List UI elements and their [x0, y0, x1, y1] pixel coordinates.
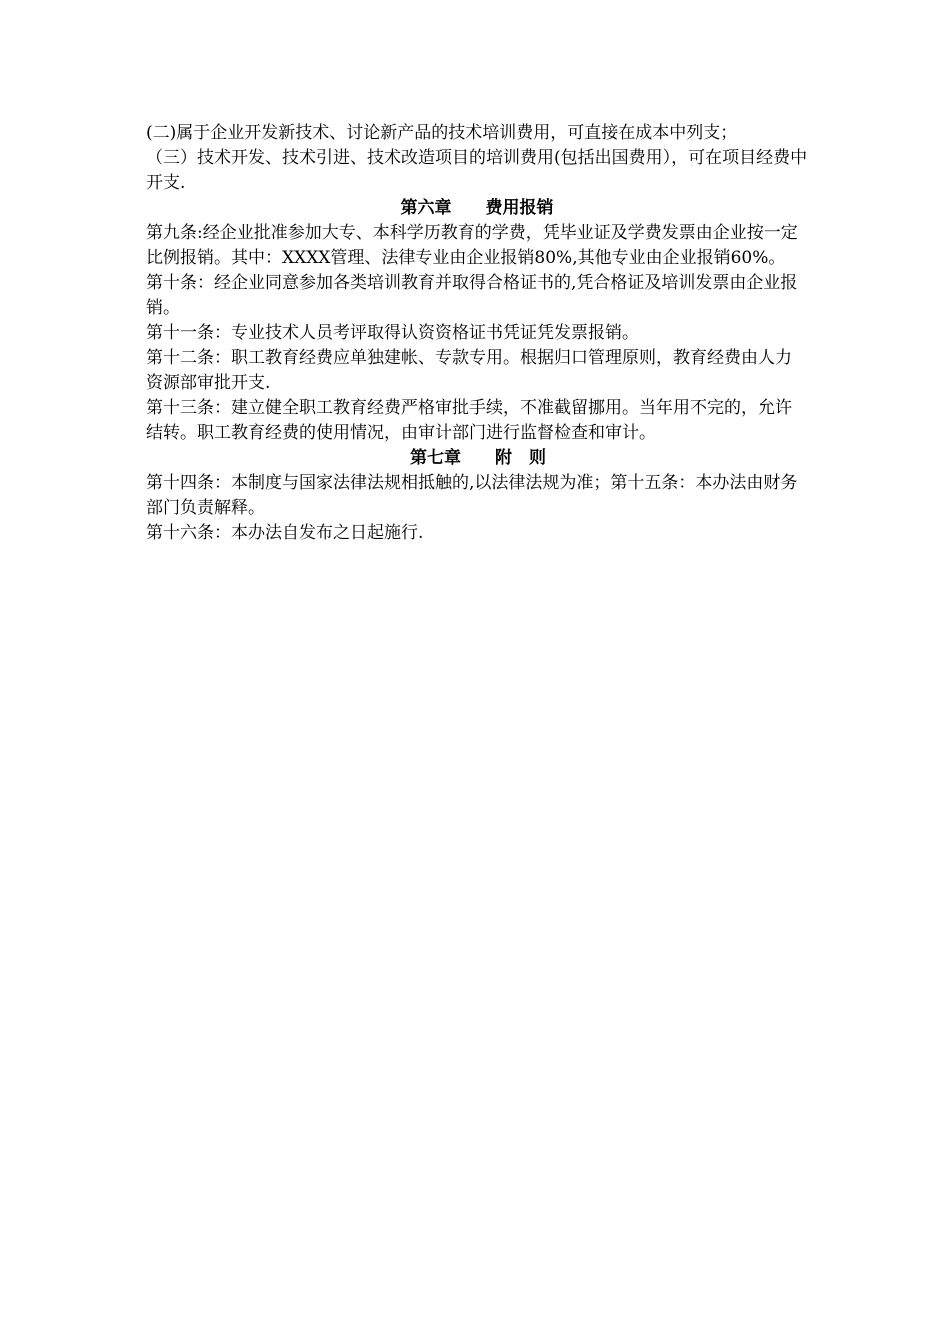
- article-11: 第十一条：专业技术人员考评取得认资资格证书凭证凭发票报销。: [146, 323, 639, 343]
- article-13: 第十三条：建立健全职工教育经费严格审批手续，不准截留挪用。当年用不完的，允许结转。职工教育经费的使用情况，由审计部门进行监督检查和审计。: [146, 398, 792, 443]
- paragraph-item-3: （三）技术开发、技术引进、技术改造项目的培训费用(包括出国费用），可在项目经费中开支.: [146, 148, 808, 193]
- paragraph-item-2: (二)属于企业开发新技术、讨论新产品的技术培训费用，可直接在成本中列支；: [146, 123, 738, 143]
- article-16: 第十六条：本办法自发布之日起施行.: [146, 523, 424, 543]
- article-14-15: 第十四条：本制度与国家法律法规相抵触的,以法律法规为准；第十五条：本办法由财务部门负责解释。: [146, 473, 798, 518]
- chapter-six-heading: 第六章 费用报销: [400, 198, 554, 218]
- chapter-seven-heading: 第七章 附 则: [410, 448, 546, 468]
- article-12: 第十二条：职工教育经费应单独建帐、专款专用。根据归口管理原则，教育经费由人力资源部审批开支.: [146, 348, 792, 393]
- article-10: 第十条：经企业同意参加各类培训教育并取得合格证书的,凭合格证及培训发票由企业报销。: [146, 273, 798, 318]
- document-page: [146, 121, 808, 546]
- article-9: 第九条:经企业批准参加大专、本科学历教育的学费，凭毕业证及学费发票由企业按一定比例报销。其中：XXXX管理、法律专业由企业报销80%,其他专业由企业报销60%。: [146, 223, 798, 268]
